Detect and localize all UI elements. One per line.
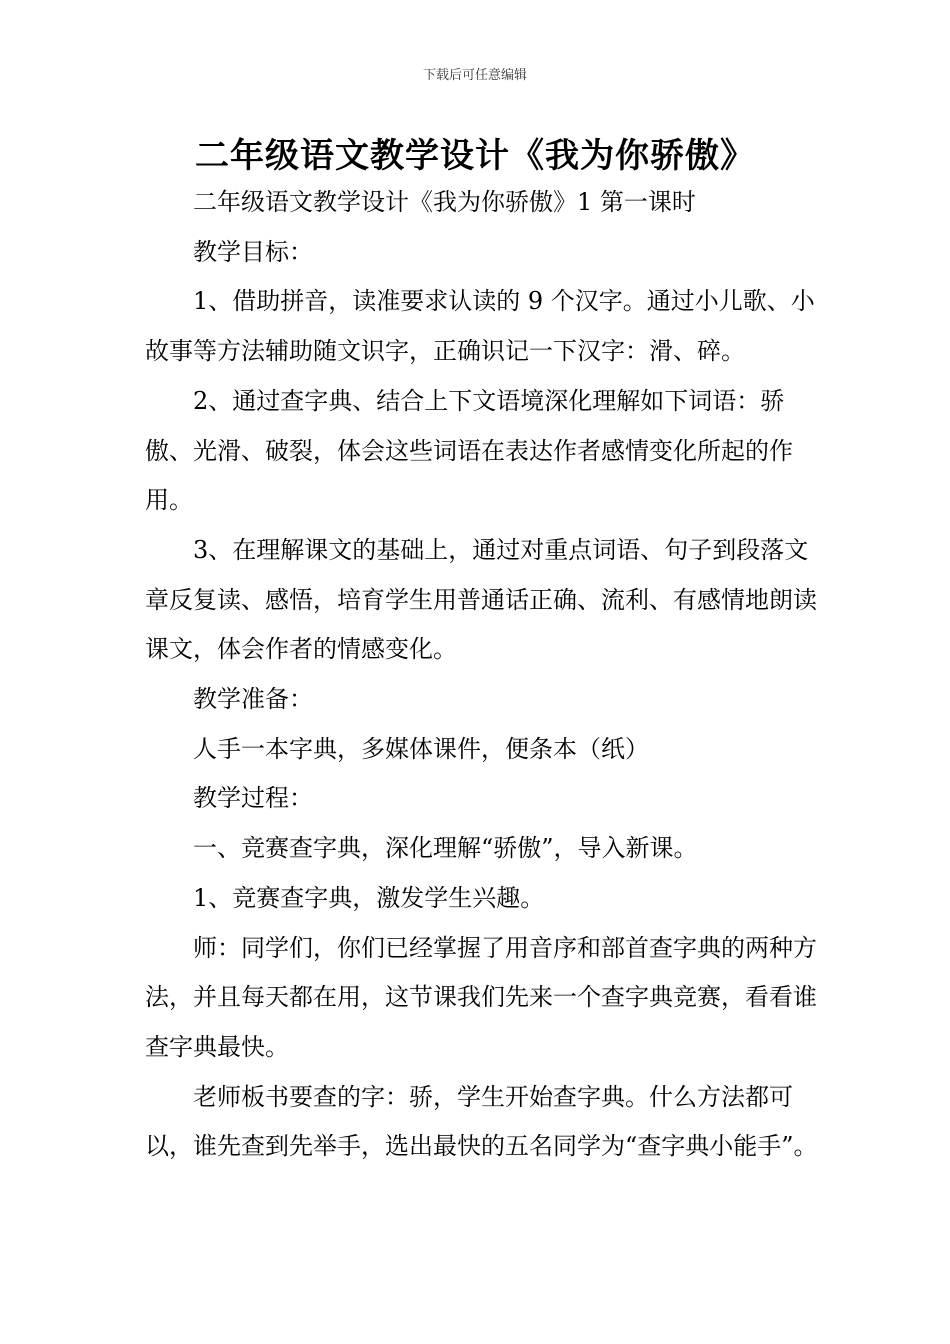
section-heading-preparation: 教学准备： [193, 685, 313, 714]
preparation-paragraph: 人手一本字典，多媒体课件，便条本（纸） [193, 734, 649, 763]
blackboard-paragraph: 老师板书要查的字：骄，学生开始查字典。什么方法都可以，谁先查到先举手，选出最快的五名同学为“查字典小能手”。 [145, 1082, 818, 1161]
subtitle-paragraph: 二年级语文教学设计《我为你骄傲》1 第一课时 [193, 188, 696, 216]
process-step-heading: 一、竞赛查字典，深化理解“骄傲”，导入新课。 [193, 834, 698, 863]
process-substep: 1、竞赛查字典，激发学生兴趣。 [193, 883, 545, 912]
document-body [145, 178, 825, 1172]
document-title: 二年级语文教学设计《我为你骄傲》 [195, 136, 755, 176]
section-heading-process: 教学过程： [193, 784, 313, 813]
objective-paragraph-2: 2、通过查字典、结合上下文语境深化理解如下词语：骄傲、光滑、破裂，体会这些词语在表达作者感情变化所起的作用。 [145, 386, 793, 515]
objective-paragraph-3: 3、在理解课文的基础上，通过对重点词语、句子到段落文章反复读、感悟，培育学生用普通话正确、流利、有感情地朗读课文，体会作者的情感变化。 [145, 535, 817, 664]
objective-paragraph-1: 1、借助拼音，读准要求认读的 9 个汉字。通过小儿歌、小故事等方法辅助随文识字，正确识记一下汉字：滑、碎。 [145, 287, 815, 366]
section-heading-objectives: 教学目标： [193, 237, 313, 266]
teacher-speech-paragraph: 师：同学们，你们已经掌握了用音序和部首查字典的两种方法，并且每天都在用，这节课我们先来一个查字典竞赛，看看谁查字典最快。 [145, 933, 817, 1061]
header-note: 下载后可任意编辑 [422, 68, 527, 83]
